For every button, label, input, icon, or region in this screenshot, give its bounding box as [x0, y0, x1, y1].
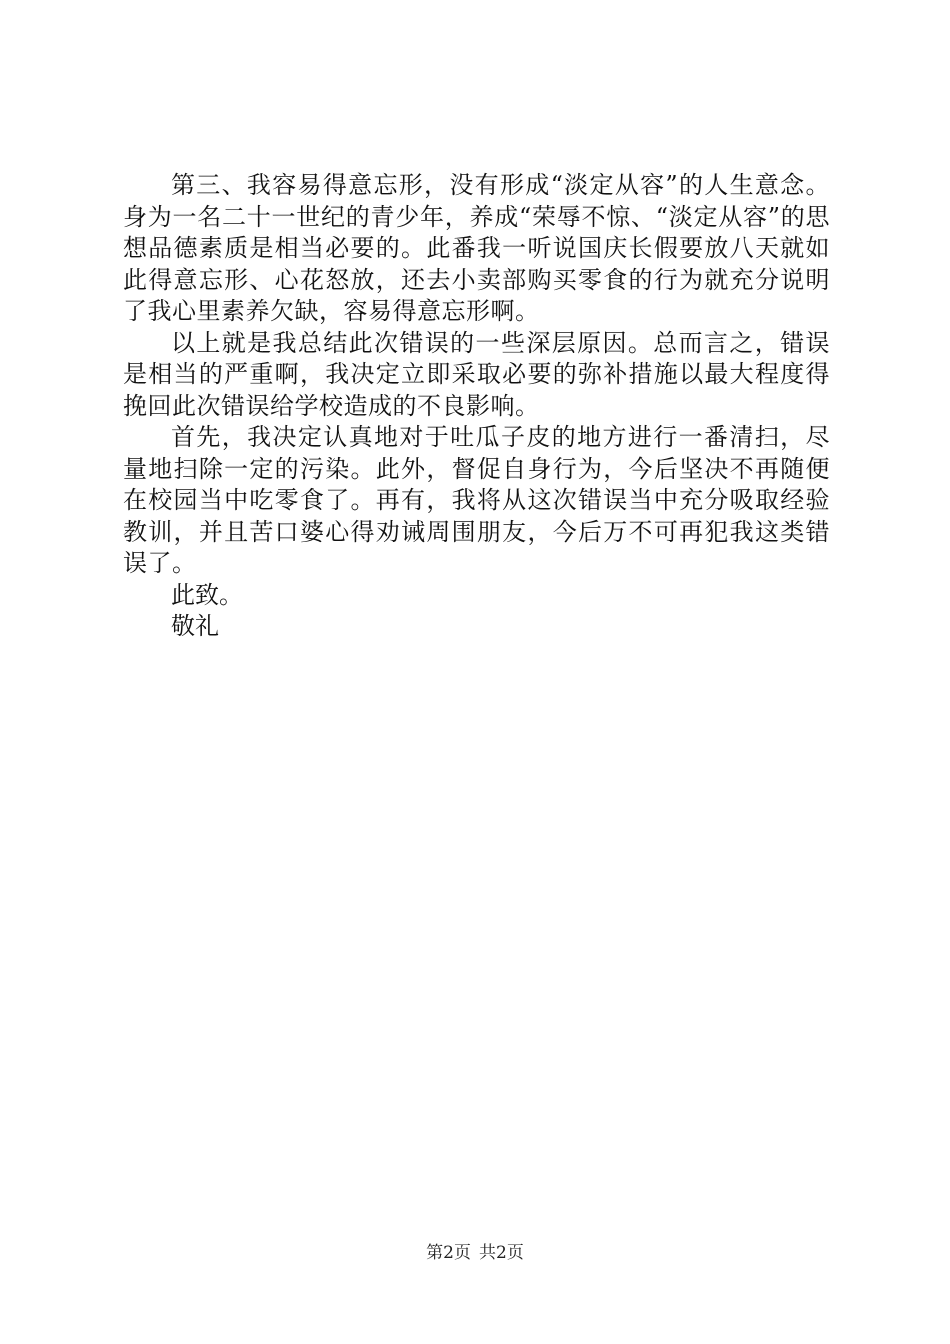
paragraph-remedy: 首先，我决定认真地对于吐瓜子皮的地方进行一番清扫，尽量地扫除一定的污染。此外，督促自身行为，今后坚决不再随便在校园当中吃零食了。再有，我将从这次错误当中充分吸取经验教训，并且苦口婆心得劝诫周围朋友，今后万不可再犯我这类错误了。 [123, 423, 830, 577]
page-number-total: 共2页 [479, 1243, 524, 1263]
closing-salutation: 此致。 [171, 580, 243, 609]
closing-respect: 敬礼 [171, 612, 219, 640]
document-body [123, 170, 830, 643]
page-footer [0, 1242, 950, 1264]
page-number-current: 第2页 [426, 1243, 471, 1263]
paragraph-reason-three: 第三、我容易得意忘形，没有形成“淡定从容”的人生意念。身为一名二十一世纪的青少年，养成“荣辱不惊、“淡定从容”的思想品德素质是相当必要的。此番我一听说国庆长假要放八天就如此得意忘形、心花怒放，还去小卖部购买零食的行为就充分说明了我心里素养欠缺，容易得意忘形啊。 [123, 171, 830, 325]
paragraph-summary: 以上就是我总结此次错误的一些深层原因。总而言之，错误是相当的严重啊，我决定立即采取必要的弥补措施以最大程度得挽回此次错误给学校造成的不良影响。 [123, 328, 830, 420]
